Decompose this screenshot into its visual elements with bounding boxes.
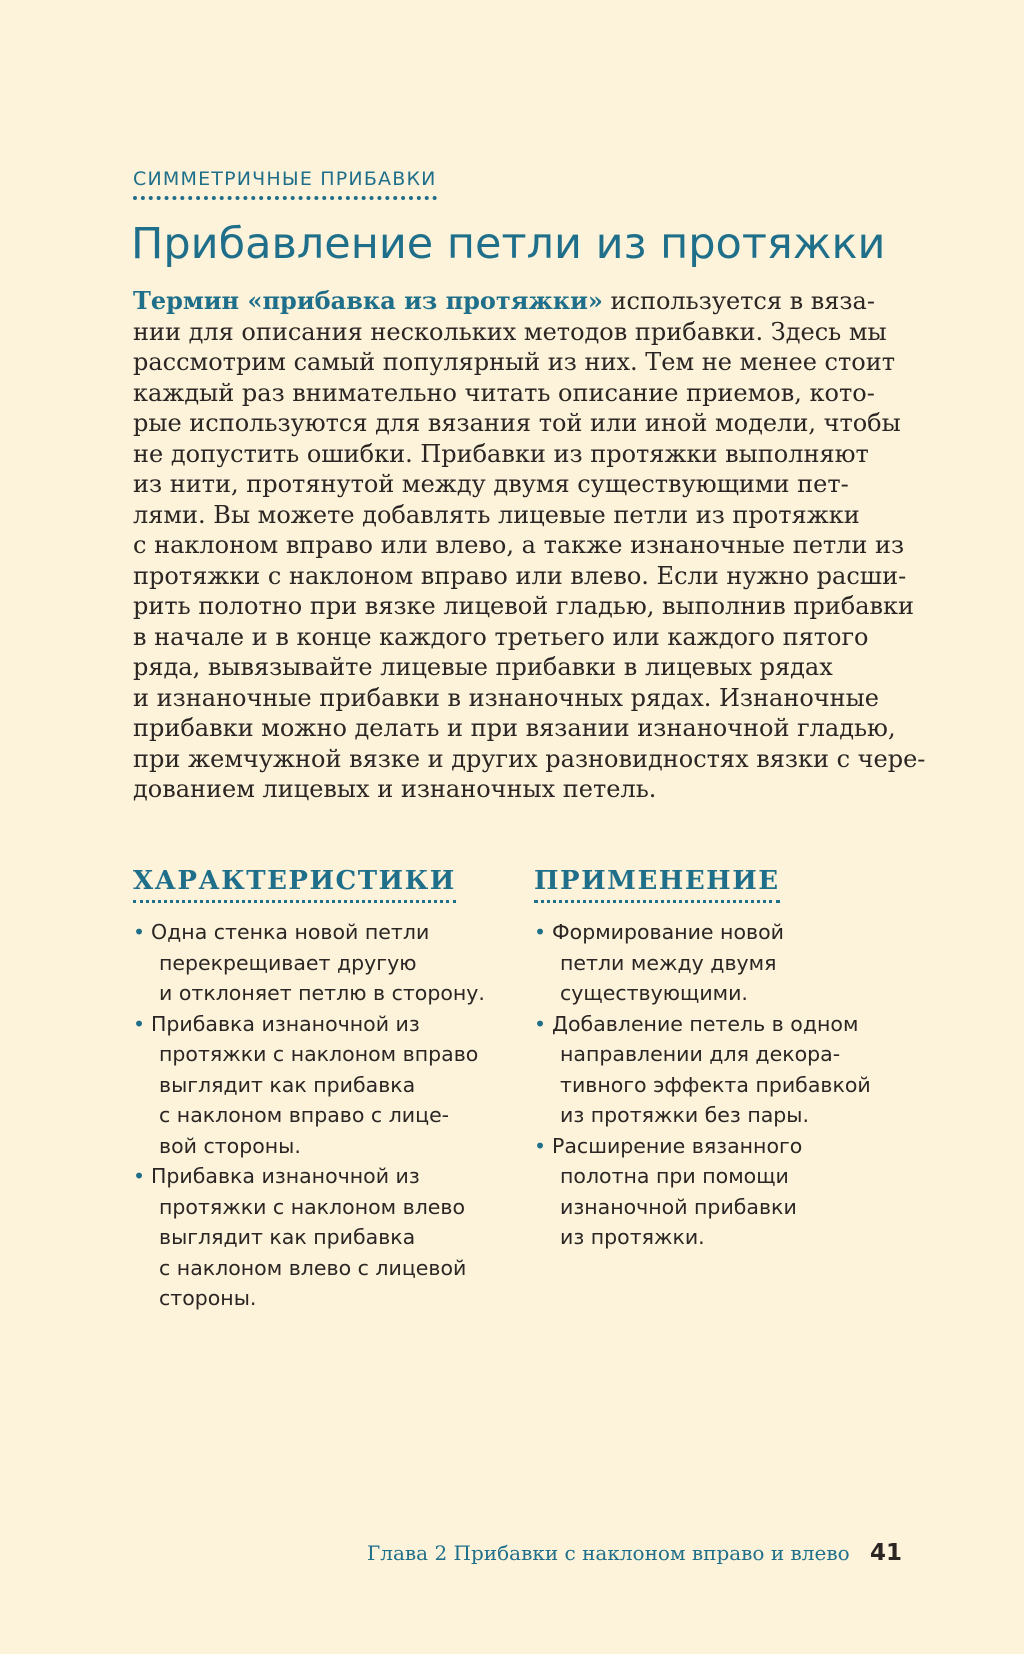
intro-line: в начале и в конце каждого третьего или каждого пятого (133, 622, 869, 651)
intro-paragraph (133, 286, 926, 805)
intro-line: при жемчужной вязке и других разновидностях вязки с чере- (133, 744, 926, 773)
application-heading: ПРИМЕНЕНИЕ (534, 866, 780, 903)
characteristics-column (133, 866, 503, 1314)
list-item: • Добавление петель в одном направлении для декора- тивного эффекта прибавкой из протяжки без пары. (534, 1009, 914, 1131)
list-item: • Формирование новой петли между двумя существующими. (534, 917, 914, 1009)
bullet-icon: • (534, 1011, 547, 1036)
list-item: • Расширение вязанного полотна при помощи изнаночной прибавки из протяжки. (534, 1131, 914, 1253)
intro-line: рить полотно при вязке лицевой гладью, выполнив прибавки (133, 592, 915, 620)
intro-line: не допустить ошибки. Прибавки из протяжки выполняют (133, 439, 869, 468)
intro-line: с наклоном вправо или влево, а также изнаночные петли из (133, 531, 905, 559)
intro-line: Термин «прибавка из протяжки» используется в вяза- (133, 286, 875, 315)
list-item: • Прибавка изнаночной из протяжки с наклоном влево выглядит как прибавка с наклоном влево с лицевой стороны. (133, 1161, 503, 1314)
intro-line: прибавки можно делать и при вязании изнаночной гладью, (133, 714, 896, 742)
bullet-icon: • (534, 1133, 547, 1158)
intro-line: рые используются для вязания той или иной модели, чтобы (133, 409, 901, 437)
intro-line: ряда, вывязывайте лицевые прибавки в лицевых рядах (133, 653, 833, 681)
intro-line: рассмотрим самый популярный из них. Тем не менее стоит (133, 348, 895, 376)
application-column (534, 866, 914, 1253)
intro-line: каждый раз внимательно читать описание приемов, кото- (133, 378, 875, 407)
bullet-icon: • (133, 1164, 146, 1188)
bullet-icon: • (133, 920, 146, 944)
bullet-icon: • (133, 1011, 146, 1036)
bullet-icon: • (534, 920, 547, 944)
characteristics-list (133, 917, 503, 1314)
intro-line: протяжки с наклоном вправо или влево. Если нужно расши- (133, 561, 907, 590)
characteristics-heading: ХАРАКТЕРИСТИКИ (133, 866, 456, 903)
intro-line: нии для описания нескольких методов прибавки. Здесь мы (133, 317, 887, 346)
intro-line: лями. Вы можете добавлять лицевые петли из протяжки (133, 500, 860, 529)
chapter-title: Глава 2 Прибавки с наклоном вправо и влево (367, 1541, 850, 1565)
page-title: Прибавление петли из протяжки (131, 219, 886, 269)
section-label: СИММЕТРИЧНЫЕ ПРИБАВКИ (133, 168, 437, 200)
page-footer (367, 1540, 902, 1566)
intro-lead-term: Термин «прибавка из протяжки» (133, 286, 603, 315)
intro-line: дованием лицевых и изнаночных петель. (133, 775, 657, 803)
intro-line: из нити, протянутой между двумя существующими пет- (133, 470, 849, 498)
list-item: • Прибавка изнаночной из протяжки с наклоном вправо выглядит как прибавка с наклоном вправо с лице- вой стороны. (133, 1009, 503, 1162)
application-list (534, 917, 914, 1253)
page-number: 41 (869, 1540, 902, 1566)
intro-line: и изнаночные прибавки в изнаночных рядах. Изнаночные (133, 683, 879, 712)
list-item: • Одна стенка новой петли перекрещивает другую и отклоняет петлю в сторону. (133, 917, 503, 1009)
